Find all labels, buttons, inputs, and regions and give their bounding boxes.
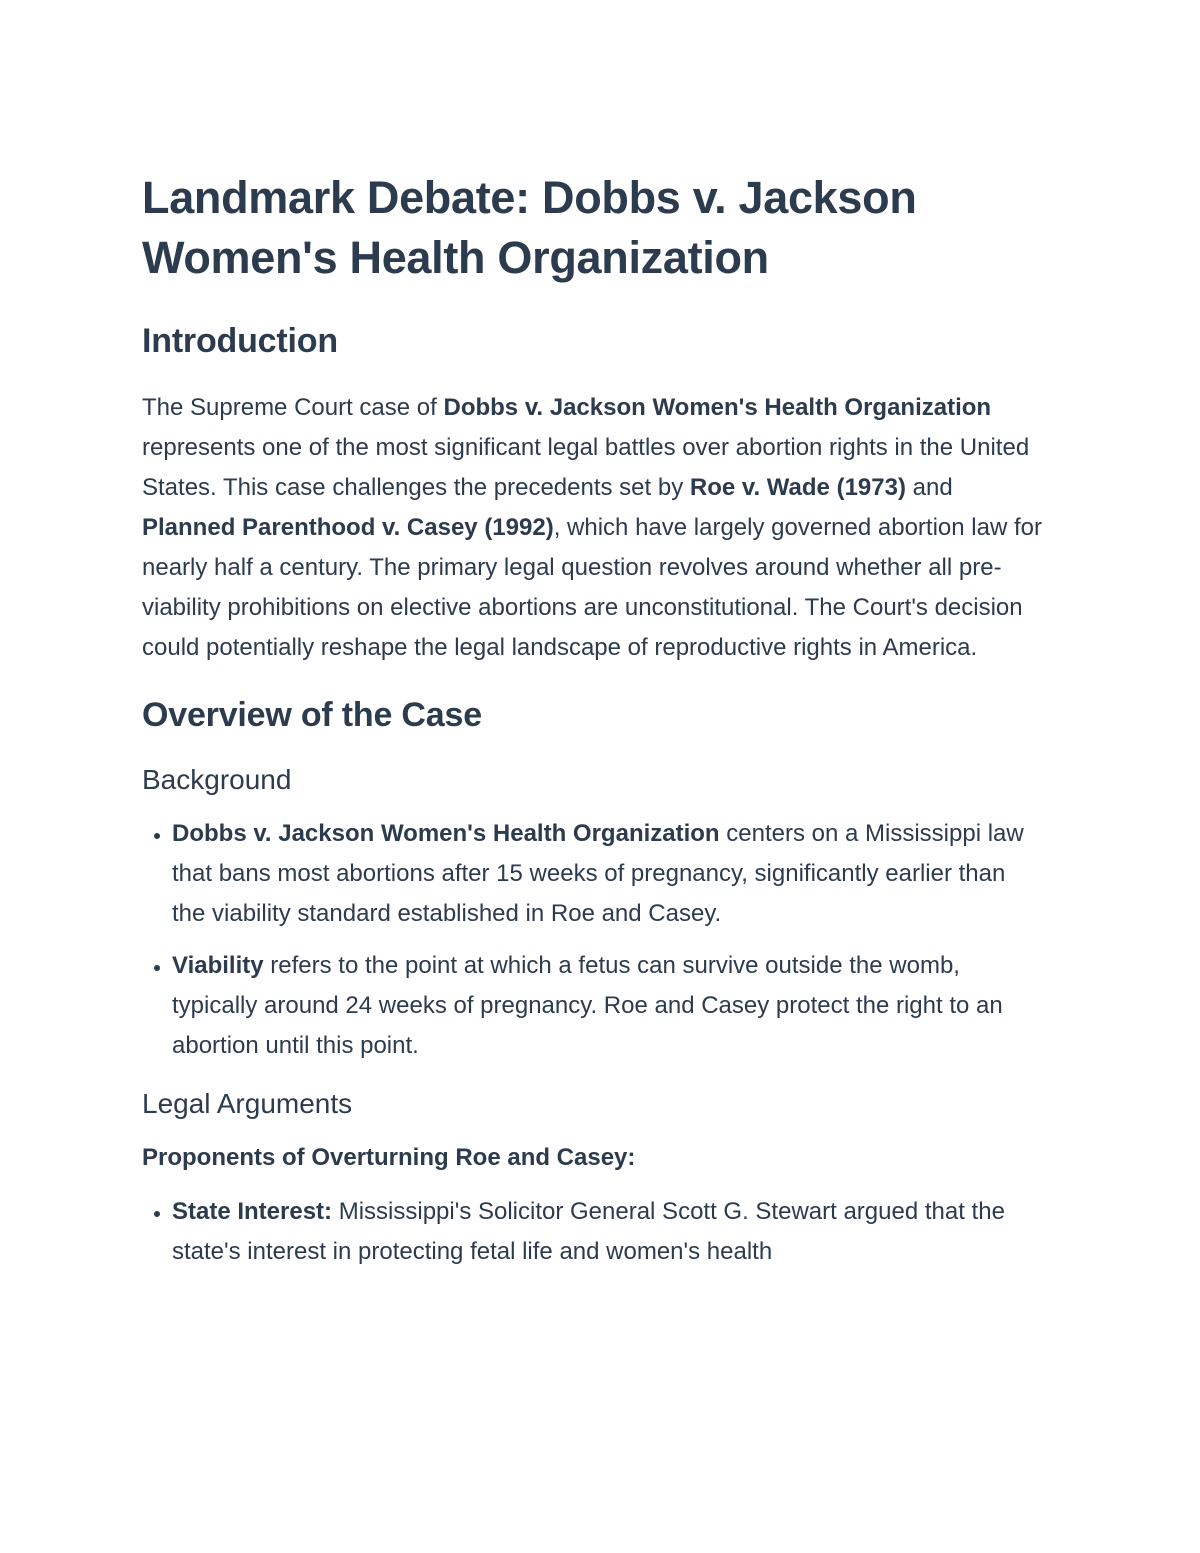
section-heading-overview: Overview of the Case — [142, 696, 482, 734]
list-item-text: centers on a Mississippi law that bans most abortions after 15 weeks of pregnancy, significantly earlier than the viability standard established in Roe and Casey. — [172, 820, 1024, 927]
list-item-bold: Viability — [172, 952, 264, 979]
subheading-background: Background — [142, 764, 292, 795]
intro-text-4: , which have largely governed abortion law for nearly half a century. The primary legal question revolves around whether all pre-viability prohibitions on elective abortions are unconstitutional. The Court's decision could potentially reshape the legal landscape of reproductive rights in America. — [142, 514, 1042, 661]
proponents-list — [142, 1192, 1042, 1272]
title-line-1: Landmark Debate: Dobbs v. Jackson — [142, 172, 917, 223]
list-item-bold: Dobbs v. Jackson Women's Health Organization — [172, 820, 720, 847]
list-item-bold: State Interest: — [172, 1198, 333, 1225]
background-list — [142, 814, 1042, 1066]
section-heading-introduction: Introduction — [142, 322, 338, 360]
list-item-text: refers to the point at which a fetus can survive outside the womb, typically around 24 weeks of pregnancy. Roe and Casey protect the right to an abortion until this point. — [172, 952, 1003, 1059]
document-page — [142, 168, 1042, 1292]
list-item — [172, 946, 1042, 1066]
intro-bold-case-name: Dobbs v. Jackson Women's Health Organization — [443, 394, 992, 421]
intro-text-1: The Supreme Court case of — [142, 394, 444, 421]
document-title — [142, 168, 1042, 288]
proponents-label: Proponents of Overturning Roe and Casey: — [142, 1144, 636, 1171]
intro-text-3: and — [905, 474, 953, 501]
intro-bold-roe: Roe v. Wade (1973) — [689, 474, 906, 501]
intro-paragraph — [142, 388, 1042, 668]
intro-text-2: represents one of the most significant legal battles over abortion rights in the United States. This case challenges the precedents set by — [142, 434, 1030, 501]
subheading-legal-arguments: Legal Arguments — [142, 1088, 353, 1119]
list-item-text: Mississippi's Solicitor General Scott G. Stewart argued that the state's interest in protecting fetal life and women's health — [172, 1198, 1005, 1265]
title-line-2: Women's Health Organization — [142, 232, 769, 283]
list-item — [172, 1192, 1042, 1272]
list-item — [172, 814, 1042, 934]
intro-bold-casey: Planned Parenthood v. Casey (1992) — [142, 514, 554, 541]
